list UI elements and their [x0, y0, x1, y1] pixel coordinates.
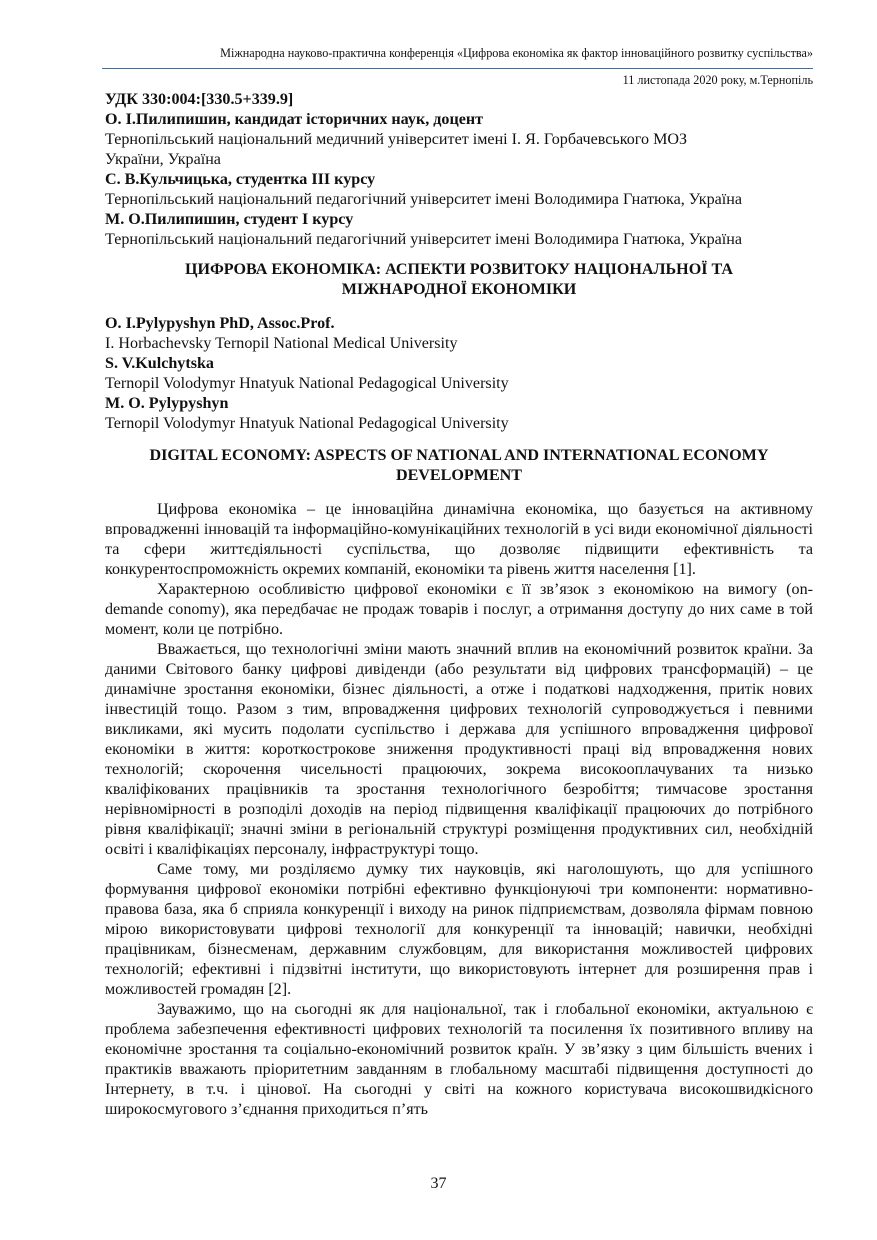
title-ua-line-2: МІЖНАРОДНОЇ ЕКОНОМІКИ: [341, 281, 577, 298]
author-ua-1-affiliation-cont: України, Україна: [105, 151, 221, 168]
author-ua-3-affiliation: Тернопільський національний педагогічний університет імені Володимира Гнатюка, Україна: [105, 231, 743, 248]
author-en-3-name: M. O. Pylypyshyn: [105, 395, 229, 412]
author-ua-1-name: О. І.Пилипишин, кандидат історичних наук, доцент: [105, 111, 484, 128]
author-en-2-name: S. V.Kulchytska: [105, 355, 214, 372]
conference-header: Міжнародна науково-практична конференція «Цифрова економіка як фактор інноваційного розвитку суспільства»: [220, 46, 813, 60]
article-title-ua: [105, 260, 813, 300]
article-title-en: [105, 446, 813, 486]
title-en-line-1: DIGITAL ECONOMY: ASPECTS OF NATIONAL AND INTERNATIONAL ECONOMY: [149, 447, 769, 464]
article-body: [105, 90, 813, 1120]
body-paragraph-1: Цифрова економіка – це інноваційна динамічна економіка, що базується на активному впровадженні інновацій та інформаційно-комунікаційних технологій в усі види економічної діяльності та сфери життєдіяльності суспільства, що дозволяє підвищити ефективність та конкурентоспроможність окремих компаній, економіки та рівень життя населення [1].: [105, 501, 813, 578]
author-en-3-affiliation: Ternopil Volodymyr Hnatyuk National Pedagogical University: [105, 415, 509, 432]
conference-date-place: 11 листопада 2020 року, м.Тернопіль: [622, 73, 813, 87]
author-ua-2-name: С. В.Кульчицька, студентка ІІІ курсу: [105, 171, 376, 188]
page-number: 37: [430, 1175, 447, 1192]
author-en-1-affiliation: I. Horbachevsky Ternopil National Medical University: [105, 335, 458, 352]
author-ua-3-name: М. О.Пилипишин, студент І курсу: [105, 211, 354, 228]
header-divider: [102, 68, 813, 69]
title-en-line-2: DEVELOPMENT: [395, 467, 523, 484]
body-paragraph-5: Зауважимо, що на сьогодні як для національної, так і глобальної економіки, актуальною є проблема забезпечення ефективності цифрових технологій та посилення їх позитивного впливу на економічне зростання та соціально-економічний розвиток країн. У зв’язку з цим більшість вчених і практиків вважають пріоритетним завданням в глобальному масштабі підвищення доступності до Інтернету, в т.ч. і цінової. На сьогодні у світі на кожного користувача високошвидкісного широкосмугового з’єднання приходиться п’ять: [105, 1001, 813, 1118]
title-ua-line-1: ЦИФРОВА ЕКОНОМІКА: АСПЕКТИ РОЗВИТОКУ НАЦІОНАЛЬНОЇ ТА: [184, 261, 734, 278]
author-en-2-affiliation: Ternopil Volodymyr Hnatyuk National Pedagogical University: [105, 375, 509, 392]
author-ua-2-affiliation: Тернопільський національний педагогічний університет імені Володимира Гнатюка, Україна: [105, 191, 743, 208]
udk-code: УДК 330:004:[330.5+339.9]: [105, 91, 294, 108]
author-en-1-name: O. I.Pylypyshyn PhD, Assoc.Prof.: [105, 315, 335, 332]
body-paragraph-2: Характерною особливістю цифрової економіки є її зв’язок з економікою на вимогу (on-demande conomy), яка передбачає не продаж товарів і послуг, а отримання доступу до них саме в той момент, коли це потрібно.: [105, 581, 813, 638]
author-ua-1-affiliation: Тернопільський національний медичний університет імені І. Я. Горбачевського МОЗ: [105, 131, 688, 148]
body-paragraph-3: Вважається, що технологічні зміни мають значний вплив на економічний розвиток країни. За даними Світового банку цифрові дивіденди (або результати від цифрових трансформацій) – це динамічне зростання економіки, бізнес діяльності, а отже і податкові надходження, притік нових інвестицій тощо. Разом з тим, впровадження цифрових технологій супроводжується і певними викликами, які мусить подолати суспільство і держава для успішного впровадження цифрової економіки в життя: короткострокове зниження продуктивності праці від впровадження нових технологій; скорочення чисельності працюючих, зокрема високооплачуваних та низько кваліфікованих працівників та зростання технологічного безробіття; тимчасове зростання нерівномірності в розподілі доходів на період підвищення кваліфікації працюючих до потрібного рівня кваліфікації; значні зміни в регіональній структурі розміщення продуктивних сил, необхідній освіті і кваліфікаціях персоналу, інфраструктурі тощо.: [105, 641, 813, 858]
body-paragraph-4: Саме тому, ми розділяємо думку тих науковців, які наголошують, що для успішного формування цифрової економіки потрібні ефективно функціонуючі три компоненти: нормативно-правова база, яка б сприяла конкуренції і виходу на ринок підприємствам, дозволяла фірмам повною мірою використовувати цифрові технології для конкуренції та інновацій; навички, необхідні працівникам, бізнесменам, державним службовцям, для використання можливостей цифрових технологій; ефективні і підзвітні інститути, що використовують інтернет для розширення прав і можливостей громадян [2].: [105, 861, 813, 998]
